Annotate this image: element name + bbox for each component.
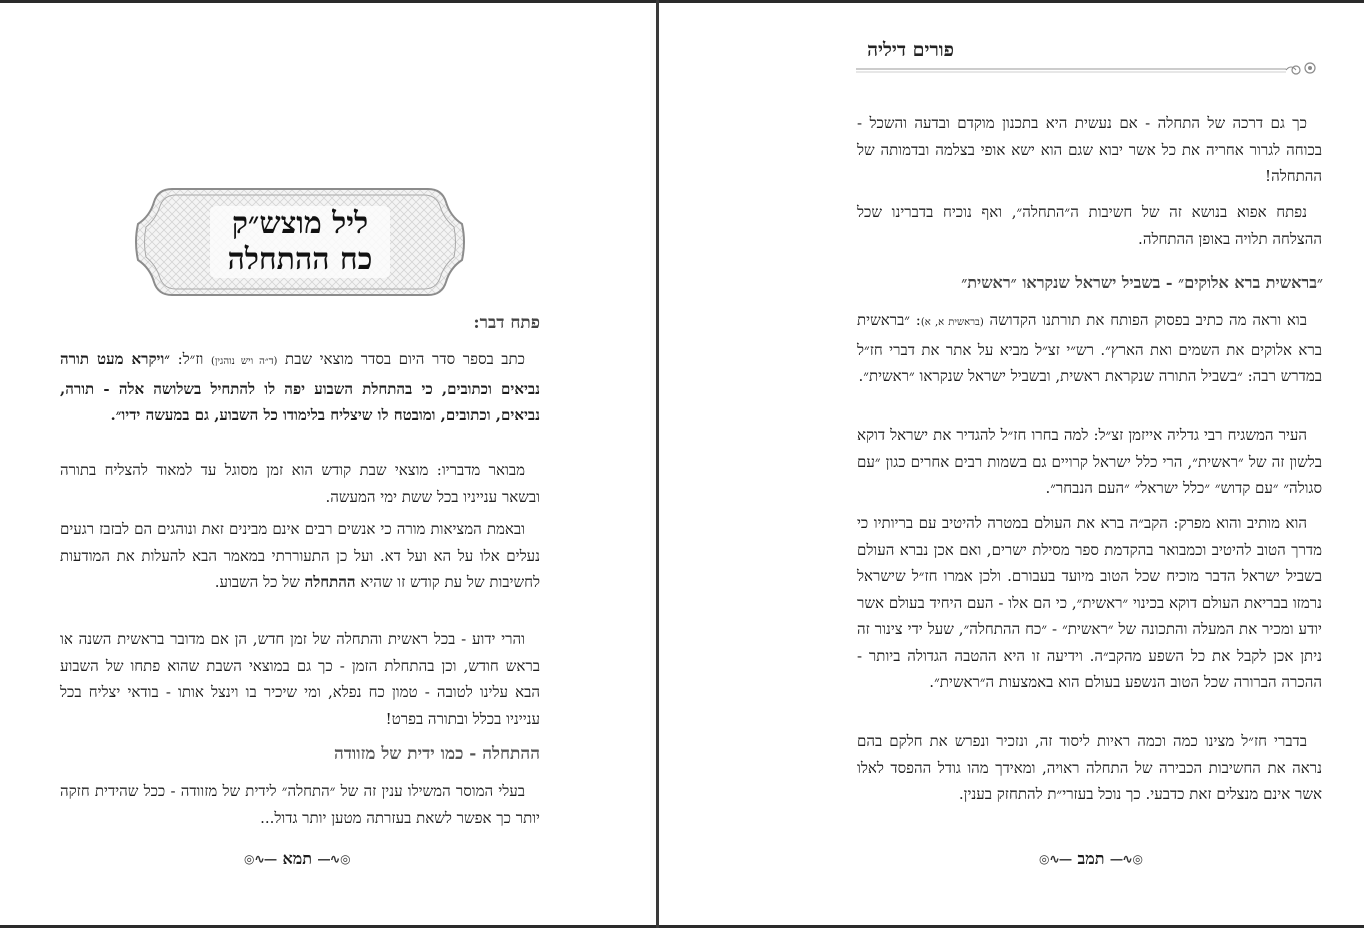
left-paragraph-1 <box>60 346 540 429</box>
left-page-number <box>244 849 351 869</box>
ornament-right-icon: ◎∿― <box>1110 852 1144 866</box>
rp5-text: הוא מותיב והוא מפרק: הקב״ה ברא את העולם במטרה להיטיב עם בריותיו כי מדרך הטוב להיטיב וכמבואר בהקדמת ספר מסילת ישרים, ואם אכן נברא העולם בשביל ישראל הדבר מוכיח שכל הטוב מיועד בעבורם. ולכן אמרו חז״ל שישראל נרמזו בבריאת העולם דוקא בכינוי ״ראשית״, כי הם אלו - העם היחיד בעולם אשר יודע ומכיר את המעלה והתכונה של ״ראשית״ - ״כח ההתחלה״, שעל ידי צינור זה ניתן אכן לקבל את כל השפע מהקב״ה. וידיעה זו היא ההטבה הגדולה ביותר - ההכרה הברורה שכל הטוב הנשפע בעולם הוא באמצעות ה״ראשית״. <box>857 514 1322 691</box>
ornament-right-icon: ◎∿― <box>318 852 351 866</box>
left-page-number-text: תמא <box>282 849 313 868</box>
right-paragraph-1 <box>857 110 1322 190</box>
right-page <box>659 3 1364 925</box>
p2-text: מבואר מדבריו: מוצאי שבת קודש הוא זמן מסוגל עד למאוד להצליח בתורה ובשאר ענייניו בכל ששת ימי המעשה. <box>60 461 540 506</box>
left-page <box>0 3 656 925</box>
right-page-number <box>1039 849 1143 869</box>
right-paragraph-4 <box>857 422 1322 502</box>
section-heading-bereshit: ״בראשית ברא אלוקים״ - בשביל ישראל שנקראו ״ראשית״ <box>961 273 1323 292</box>
rp6-text: בדברי חז״ל מצינו כמה וכמה ראיות ליסוד זה, ונזכיר ונפרש את חלקם בהם נראה את החשיבות הכבירה של התחלה ראויה, ומאידך מהו גודל ההפסד לאלו אשר אינם מנצלים זאת כדבעי. כך נוכל בעזרי״ת להתחזק בענין. <box>857 732 1322 803</box>
p3-text-cont: של כל השבוע. <box>214 573 305 591</box>
p4-text: והרי ידוע - בכל ראשית והתחלה של זמן חדש, הן אם מדובר בראשית השנה או בראש חודש, וכן בהתחלת הזמן - כך גם במוצאי השבת שהוא פתחו של השבוע הבא עלינו לטובה - טמון כח נפלא, ומי שיכיר בו וינצל אותו - בודאי יצליח בכל ענייניו בכלל ובתורה בפרט! <box>60 630 540 728</box>
ornament-left-icon: ―∿◎ <box>1039 852 1072 866</box>
right-paragraph-6 <box>857 728 1322 808</box>
left-paragraph-3 <box>60 516 540 596</box>
rp3-text-cont: : ״בראשית ברא אלוקים את השמים ואת הארץ״. רש״י זצ״ל מביא על אתר את דברי חז״ל במדרש רבה: ״בשביל התורה שנקראת ראשית, ובשביל ישראל שנקראו ״ראשית״. <box>857 311 1322 385</box>
rp3-source-ref: (בראשית א, א) <box>920 317 984 328</box>
left-paragraph-5 <box>60 778 540 831</box>
running-head: פורים דיליה <box>867 39 954 61</box>
p1-text: כתב בספר סדר היום בסדר מוצאי שבת <box>277 350 526 368</box>
p5-text: בעלי המוסר המשילו ענין זה של ״התחלה״ לידית של מזוודה - ככל שהידית חזקה יותר כך אפשר לשאת בעזרתה מטען יותר גדול... <box>60 782 540 827</box>
p3-emphasis: ההתחלה <box>304 573 356 591</box>
p1-text-cont: וז״ל: <box>170 350 211 368</box>
header-rule-ornament-icon <box>856 61 1323 77</box>
rp3-text: בוא וראה מה כתיב בפסוק הפותח את תורתנו הקדושה <box>983 311 1308 329</box>
rp1-text: כך גם דרכה של התחלה - אם נעשית היא בתכנון מוקדם ובדעה והשכל - בכוחה לגרור אחריה את כל אשר יבוא שגם הוא ישא אופי בצלמה ובדמותה של ההתחלה! <box>857 114 1322 185</box>
chapter-title-frame <box>132 186 468 298</box>
ornament-left-icon: ―∿◎ <box>244 852 277 866</box>
right-paragraph-3 <box>857 307 1322 390</box>
left-paragraph-4 <box>60 626 540 732</box>
rp4-text: העיר המשגיח רבי גדליה אייזמן זצ״ל: למה בחרו חז״ל להגדיר את ישראל דוקא בלשון זה של ״ראשית״, הרי כלל ישראל קרויים גם בשמות רבים אחרים כגון ״עם סגולה״ ״עם קדוש״ ״כלל ישראל״ ״העם הנבחר״. <box>857 426 1322 497</box>
section-heading-handle: ההתחלה - כמו ידית של מזוודה <box>333 744 540 764</box>
right-paragraph-5 <box>857 510 1322 696</box>
right-page-number-text: תמב <box>1077 849 1105 868</box>
left-paragraph-2 <box>60 457 540 510</box>
p3-text: ובאמת המציאות מורה כי אנשים רבים אינם מבינים זאת ונוהגים הם לבזבז רגעים נעלים אלו על הא ועל דא. ועל כן התעוררתי במאמר הבא להעלות את המודעות לחשיבות של עת קודש זו שהיא <box>60 520 540 591</box>
chapter-title-line2: כח ההתחלה <box>227 242 373 277</box>
right-paragraph-2 <box>857 199 1322 252</box>
p1-source-ref: (ד״ה ויש נוהגין) <box>210 356 278 367</box>
chapter-title <box>132 186 468 298</box>
intro-label: פתח דבר: <box>473 313 540 333</box>
chapter-title-line1: ליל מוצש״ק <box>231 206 369 241</box>
rp2-text: נפתח אפוא בנושא זה של חשיבות ה״התחלה״, ואף נוכיח בדברינו שכל ההצלחה תלויה באופן ההתחלה. <box>857 203 1322 248</box>
p1-quote: ״ויקרא מעט תורה נביאים וכתובים, כי בהתחלת השבוע יפה לו להתחיל בשלושה אלה - תורה, נביאים, וכתובים, ומובטח לו שיצליח בלימודו כל השבוע, גם במעשה ידיו״. <box>60 350 540 424</box>
